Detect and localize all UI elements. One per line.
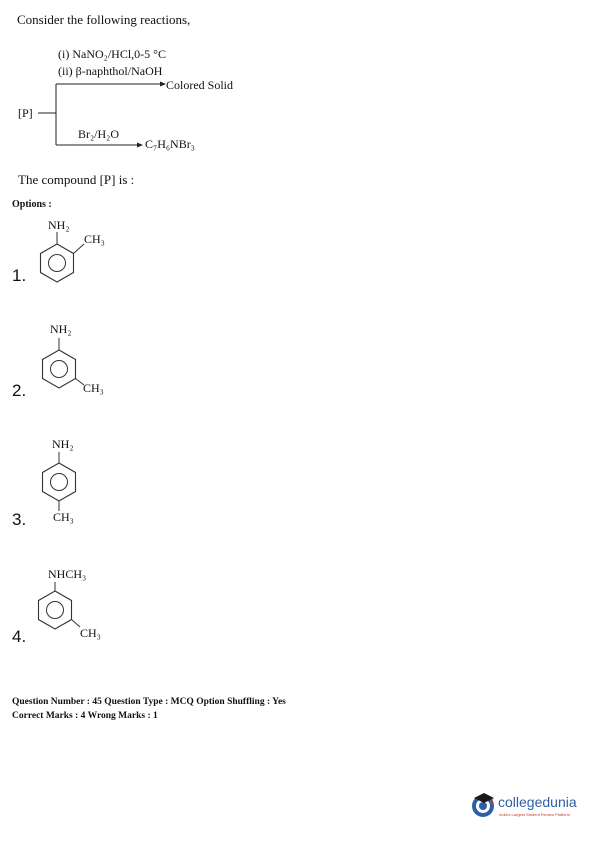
question-meta-line1: Question Number : 45 Question Type : MCQ Option Shuffling : Yes [12,697,286,707]
question-meta-line2: Correct Marks : 4 Wrong Marks : 1 [12,711,158,721]
methylamino-group-label: NHCH₃ [48,567,87,581]
upper-reagent-step1: (i) NaNO₂/HCl,0-5 °C [58,47,166,61]
upper-product: Colored Solid [166,78,234,92]
question-prompt: The compound [P] is : [18,172,135,187]
lower-reagent: Br₂/H₂O [78,127,120,141]
question-intro: Consider the following reactions, [17,12,191,27]
methyl-group-label: CH₃ [53,510,74,524]
option-number: 3. [12,510,27,529]
amino-group-label: NH₂ [50,322,72,336]
lower-product: C₇H₆NBr₃ [145,137,195,151]
graduation-cap-icon [470,792,498,820]
upper-reagent-step2: (ii) β-naphthol/NaOH [58,64,163,78]
logo-tagline: India's Largest Student Review Platform [499,812,571,817]
amino-group-label: NH₂ [48,218,70,232]
option-number: 2. [12,381,27,400]
options-heading: Options : [12,199,52,210]
reactant-label: [P] [18,106,33,120]
logo-name: collegedunia [498,794,577,810]
amino-group-label: NH₂ [52,437,74,451]
methyl-group-label: CH₃ [80,626,101,640]
methyl-group-label: CH₃ [84,232,105,246]
option-number: 1. [12,266,27,285]
collegedunia-logo[interactable] [470,792,588,822]
option-number: 4. [12,627,27,646]
methyl-group-label: CH₃ [83,381,104,395]
